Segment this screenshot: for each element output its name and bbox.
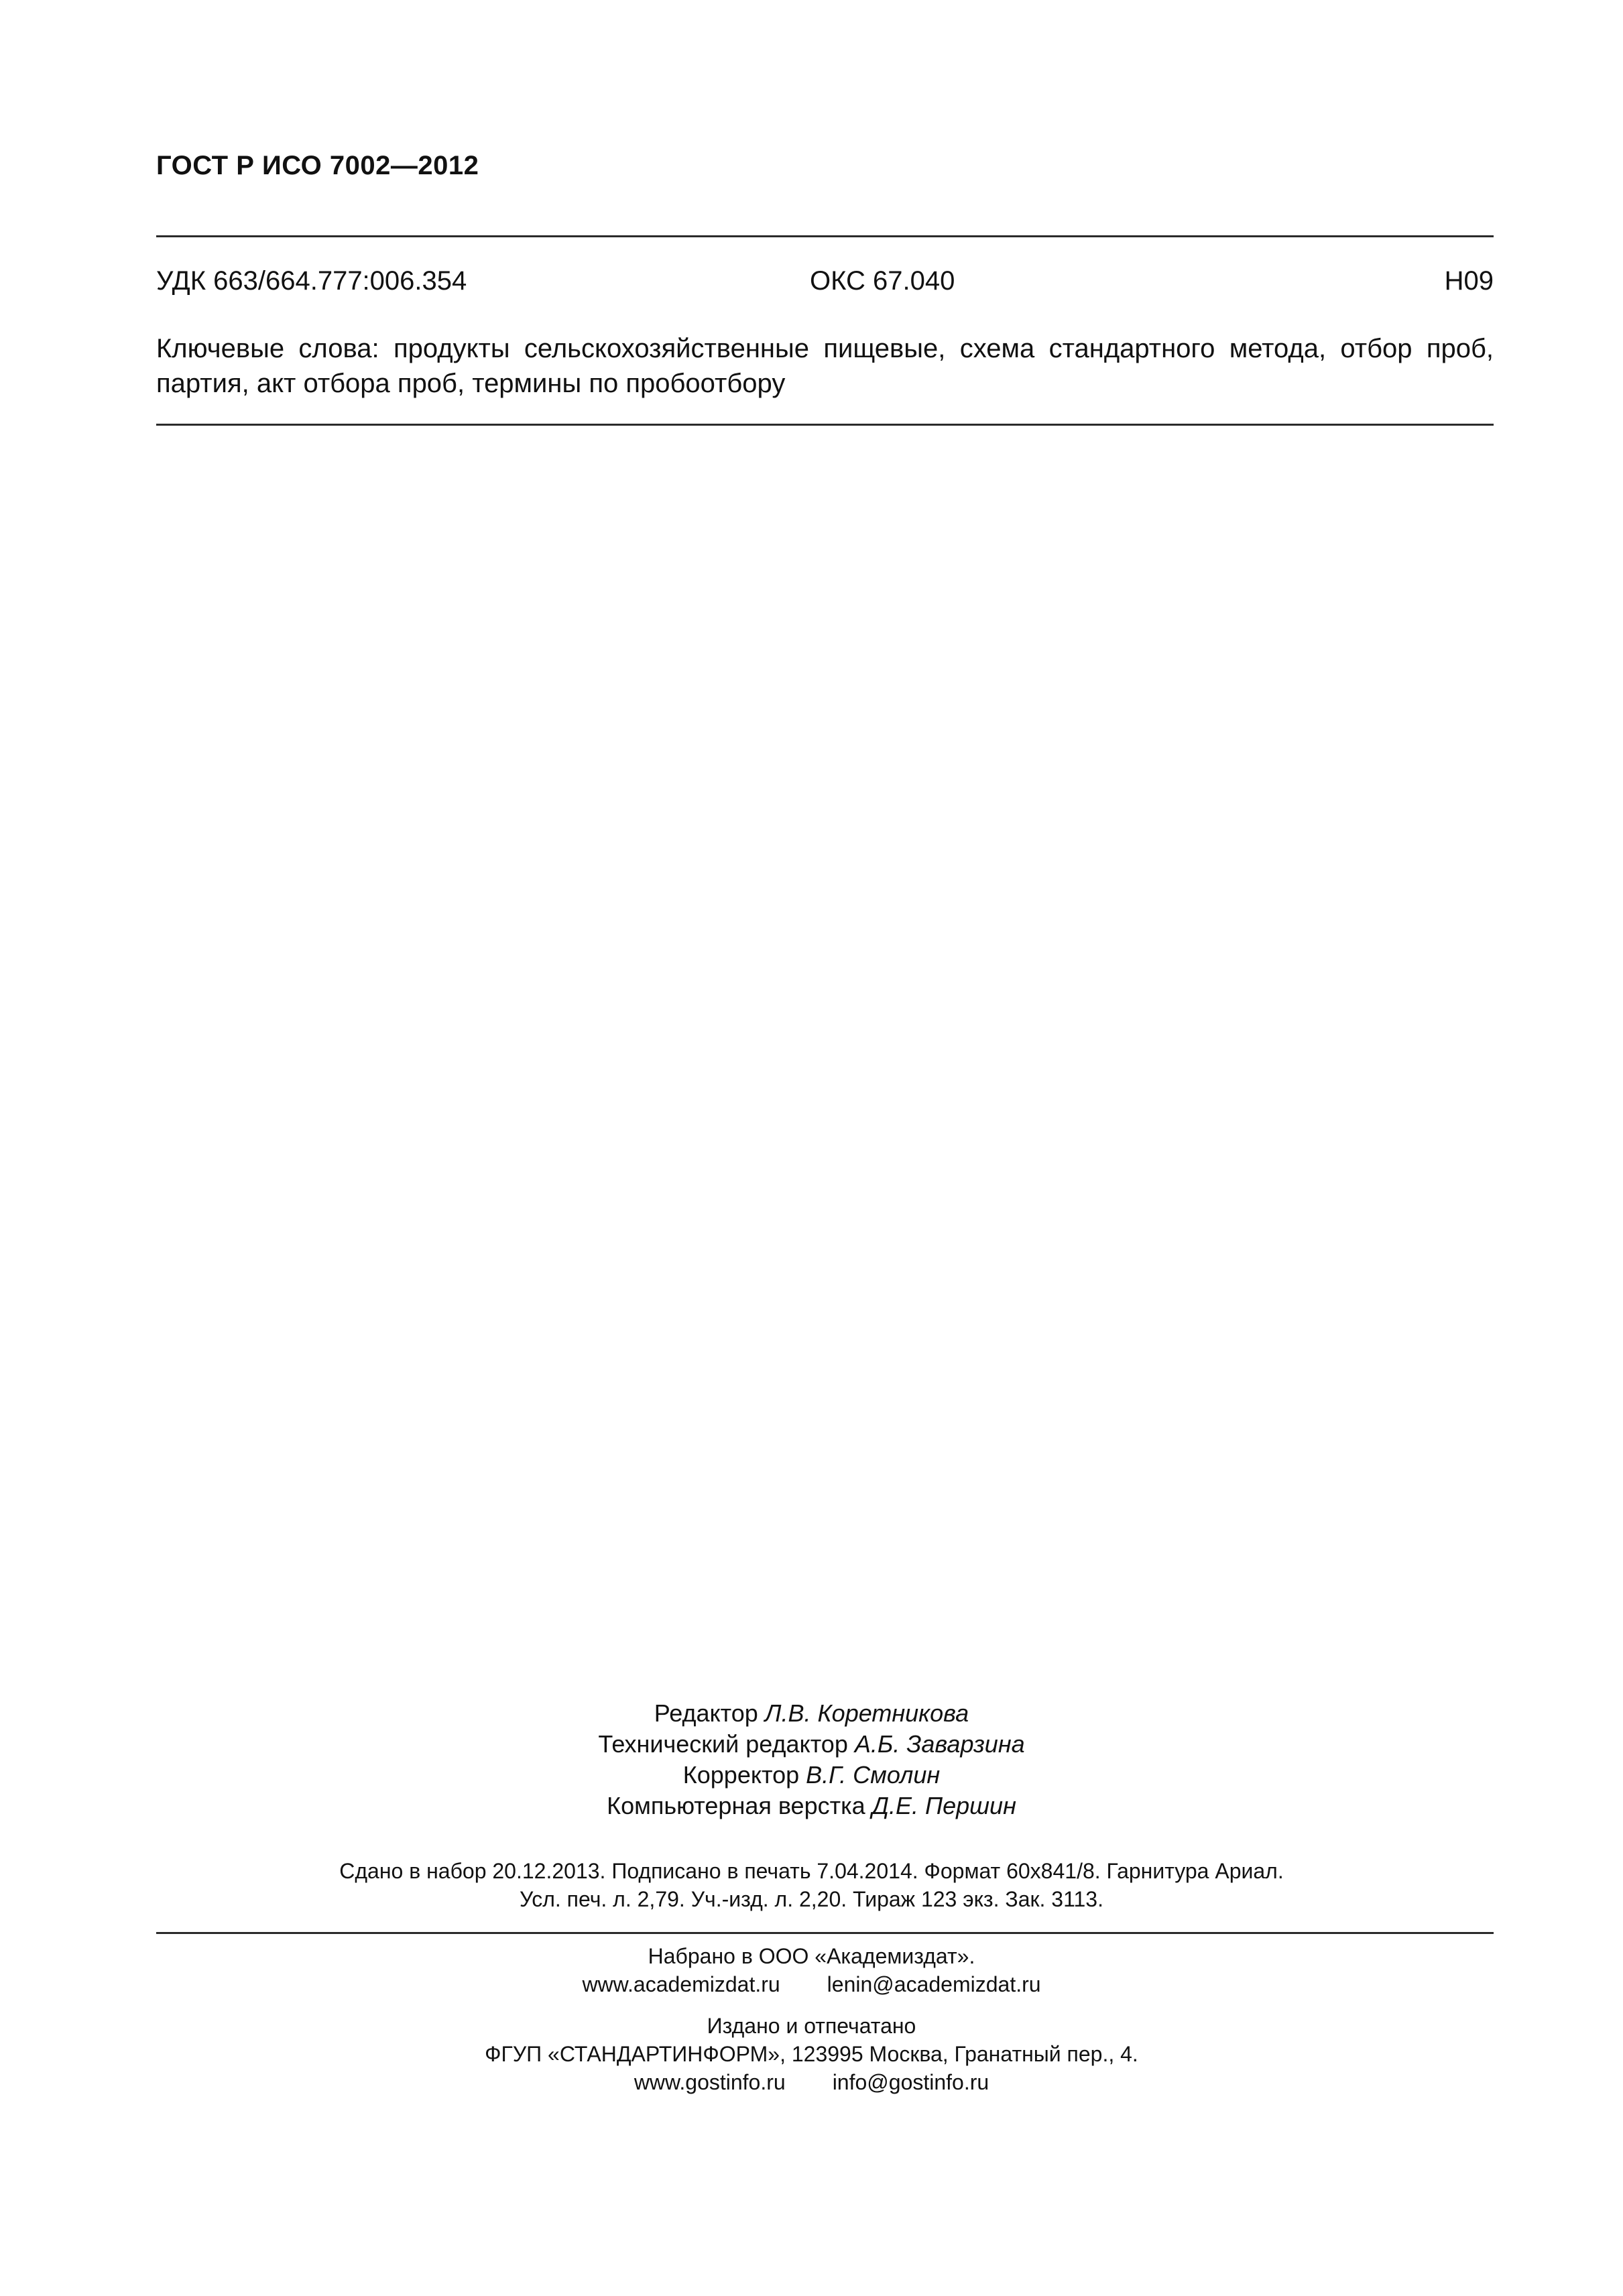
printer-website-link[interactable]: www.gostinfo.ru: [634, 2070, 786, 2094]
classifier-code: Н09: [1444, 266, 1494, 296]
classification-row: [156, 263, 1494, 298]
credit-line-layout: [0, 1791, 1623, 1821]
typeset-line: Набрано в ООО «Академиздат».: [648, 1944, 975, 1968]
credit-role: Корректор: [682, 1761, 800, 1789]
divider-top: [156, 235, 1494, 237]
keywords-paragraph: Ключевые слова: продукты сельскохозяйственные пищевые, схема стандартного метода, отбор проб, партия, акт отбора проб, термины по пробоотбору: [156, 334, 1494, 398]
printer-email-link[interactable]: info@gostinfo.ru: [832, 2070, 989, 2094]
divider-keywords: [156, 424, 1494, 426]
spacer: [0, 1998, 1623, 2012]
oks-code: ОКС 67.040: [810, 266, 955, 296]
typeset-contacts: [0, 1970, 1623, 1998]
credit-name: Л.В. Коретникова: [764, 1699, 969, 1727]
credit-name: А.Б. Заварзина: [854, 1730, 1025, 1758]
credit-name: Д.Е. Першин: [871, 1792, 1016, 1819]
credit-name: В.Г. Смолин: [806, 1761, 941, 1789]
udk-code: УДК 663/664.777:006.354: [156, 266, 467, 296]
credit-line-tech-editor: [0, 1729, 1623, 1760]
print-info-line-1: Сдано в набор 20.12.2013. Подписано в печать 7.04.2014. Формат 60x841/8. Гарнитура Ариал.: [339, 1859, 1284, 1883]
credit-line-editor: [0, 1698, 1623, 1729]
printed-line: Издано и отпечатано: [707, 2014, 916, 2038]
typeset-email-link[interactable]: lenin@academizdat.ru: [827, 1972, 1041, 1996]
credit-role: Редактор: [654, 1699, 758, 1727]
print-info-block: [0, 1857, 1623, 1913]
credit-line-proofreader: [0, 1760, 1623, 1791]
credit-role: Компьютерная верстка: [607, 1792, 865, 1819]
print-info-line-2: Усл. печ. л. 2,79. Уч.-изд. л. 2,20. Тираж 123 экз. Зак. 3113.: [520, 1887, 1103, 1911]
printer-contacts: [0, 2068, 1623, 2096]
publisher-block: [0, 1942, 1623, 2096]
document-code: ГОСТ Р ИСО 7002—2012: [156, 151, 479, 180]
divider-publisher: [156, 1932, 1494, 1934]
printer-line: ФГУП «СТАНДАРТИНФОРМ», 123995 Москва, Гранатный пер., 4.: [485, 2042, 1138, 2066]
credit-role: Технический редактор: [598, 1730, 848, 1758]
typeset-website-link[interactable]: www.academizdat.ru: [582, 1972, 780, 1996]
credits-block: [0, 1698, 1623, 1821]
